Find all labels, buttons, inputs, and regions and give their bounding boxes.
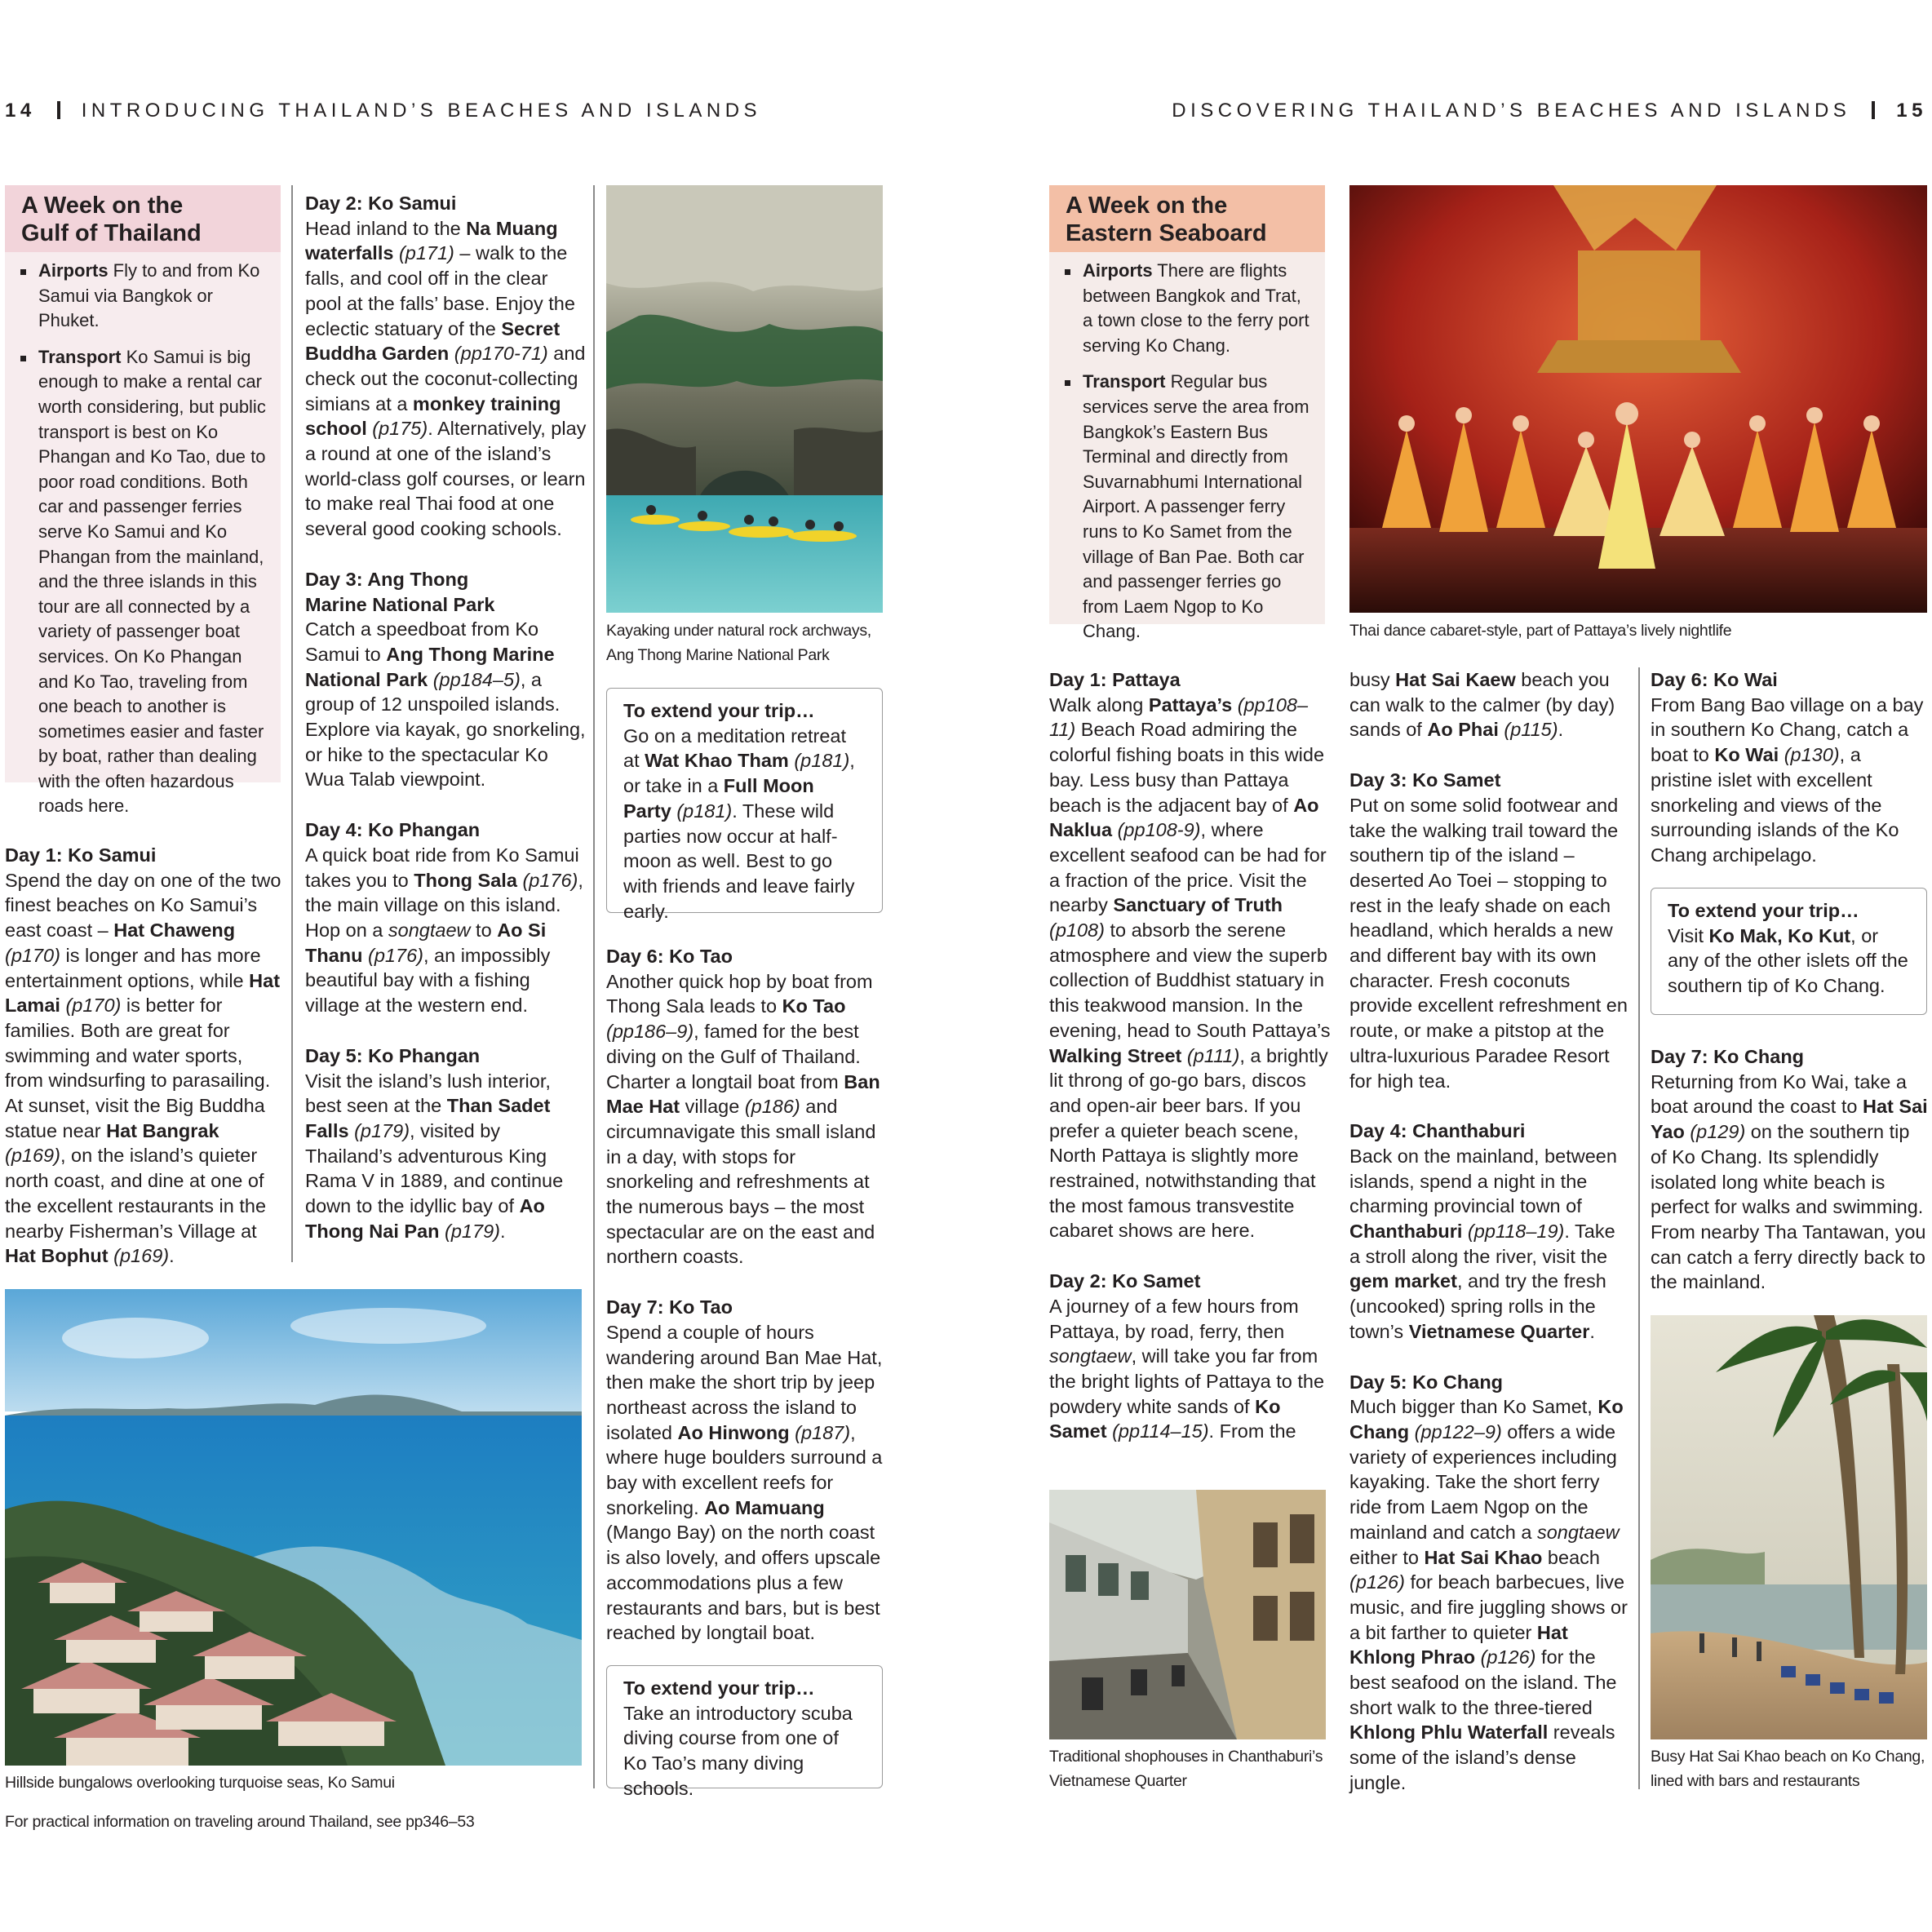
day-heading: Day 1: Ko Samui [5,844,157,866]
extend-heading: To extend your trip… [623,700,815,721]
gulf-extend-box-2: To extend your trip… Take an introductory scuba diving course from one of Ko Tao’s many diving schools. [606,1665,883,1788]
practical-info-footnote: For practical information on traveling around Thailand, see pp346–53 [5,1813,475,1831]
eastern-column-2 [1349,667,1631,1821]
day-heading: Day 4: Ko Phangan [305,819,481,841]
gulf-day7: Day 7: Ko Tao Spend a couple of hours wandering around Ban Mae Hat, then make the short trip by jeep northeast across the island to isolated Ao Hinwong (p187), where huge boulders surround a bay with excellent reefs for snorkeling. Ao Mamuang (Mango Bay) on the north coast is also lovely, and offers upscale accommodations plus a few restaurants and bars, but is best reached by longtail boat. [606,1295,885,1646]
gulf-day1: Day 1: Ko Samui Spend the day on one of the two finest beaches on Ko Samui’s east coast – Hat Chaweng (p170) is longer and has more entertainment options, while Hat Lamai (p170) is better for families. Both are great for swimming and water sports, from windsurfing to parasailing. At sunset, visit the Big Buddha statue near Hat Bangrak (p169), on the island’s quieter north coast, and dine at one of the excellent restaurants in the nearby Fisherman’s Village at Hat Bophut (p169). [5,843,284,1294]
gulf-day5: Day 5: Ko Phangan Visit the island’s lush interior, best seen at the Than Sadet Falls (p179), visited by Thailand’s adventurous King Rama V in 1889, and continue down to the idyllic bay of Ao Thong Nai Pan (p179). [305,1044,587,1244]
thai-dance-photo-caption: Thai dance cabaret-style, part of Pattaya’s lively nightlife [1349,622,1732,640]
day-heading: Day 3: Ko Samet [1349,769,1501,791]
eastern-day2-part2: busy Hat Sai Kaew beach you can walk to the calmer (by day) sands of Ao Phai (p115). [1349,669,1615,741]
gulf-airports-item: Airports Fly to and from Ko Samui via Bangkok or Phuket. [18,259,268,334]
day-heading: Day 1: Pattaya [1049,669,1181,690]
bullet-icon [20,269,26,275]
column-rule [593,185,595,1788]
day-heading: Day 6: Ko Tao [606,946,733,967]
eastern-day5: Day 5: Ko Chang Much bigger than Ko Samet, Ko Chang (pp122–9) offers a wide variety of experiences including kayaking. Take the short ferry ride from Laem Ngop on the mainland and catch a songtaew either to Hat Sai Khao beach (p126) for beach barbecues, live music, and fire juggling shows or a bit farther to quieter Hat Khlong Phrao (p126) for the best seafood on the island. The short walk to the three-tiered Khlong Phlu Waterfall reveals some of the island’s dense jungle. [1349,1370,1631,1796]
eastern-column-3 [1651,667,1928,893]
day-heading: Day 5: Ko Chang [1349,1371,1504,1393]
header-divider [57,101,60,119]
kayak-photo-caption: Kayaking under natural rock archways, Ang Thong Marine National Park [606,622,871,664]
left-running-head [5,100,761,122]
eastern-transport-item: Transport Regular bus services serve the area from Bangkok’s Eastern Bus Terminal and directly from Suvarnabhumi International Airport. A passenger ferry runs to Ko Samet from the village of Ban Pae. Both car and passenger ferries go from Laem Ngop to Ko Chang. [1062,370,1312,645]
bullet-icon [20,356,26,361]
eastern-sidebar-title: A Week on the Eastern Seaboard [1049,185,1325,252]
eastern-day2-part1: Day 2: Ko Samet A journey of a few hours from Pattaya, by road, ferry, then songtaew, will take you far from the bright lights of Pattaya to the powdery white sands of Ko Samet (pp114–15). From the [1049,1269,1331,1444]
bullet-icon [1065,269,1070,275]
day-heading: Day 7: Ko Chang [1651,1046,1805,1067]
eastern-day6: Day 6: Ko Wai From Bang Bao village on a bay in southern Ko Chang, catch a boat to Ko Wai (p130), a pristine islet with excellent snorkeling and views of the surrounding islands of the Ko Chang archipelago. [1651,667,1928,868]
eastern-column-3-lower [1651,1044,1928,1320]
eastern-sidebar-body [1049,252,1325,642]
gulf-transport-item: Transport Ko Samui is big enough to make a rental car worth considering, but public transport is best on Ko Phangan and Ko Tao, due to poor road conditions. Both car and passenger ferries serve Ko Samui and Ko Phangan from the mainland, and the three islands in this tour are all connected by a variety of passenger boat services. On Ko Phangan and Ko Tao, traveling from one beach to another is sometimes easier and faster by boat, rather than dealing with the often hazardous roads here. [18,345,268,819]
eastern-day3: Day 3: Ko Samet Put on some solid footwear and take the walking trail toward the southern tip of the island – deserted Ao Toei – stopping to rest in the leafy shade on each headland, which heralds a new and different bay with its own character. Fresh coconuts provide excellent refreshment en route, or make a pitstop at the ultra-luxurious Paradee Resort for high tea. [1349,768,1631,1093]
gulf-column-3 [606,944,885,1671]
eastern-day7: Day 7: Ko Chang Returning from Ko Wai, take a boat around the coast to Hat Sai Yao (p129) on the southern tip of Ko Chang. Its splendidly isolated long white beach is perfect for walks and swimming. From nearby Tha Tantawan, you can catch a ferry directly back to the mainland. [1651,1046,1928,1293]
gulf-day3: Day 3: Ang Thong Marine National Park Catch a speedboat from Ko Samui to Ang Thong Marine National Park (pp184–5), a group of 12 unspoiled islands. Explore via kayak, go snorkeling, or hike to the spectacular Ko Wua Talab viewpoint. [305,568,586,791]
day-heading: Day 5: Ko Phangan [305,1044,481,1066]
shophouses-photo-caption: Traditional shophouses in Chanthaburi’s Vietnamese Quarter [1049,1748,1323,1790]
day-heading: Day 3: Ang Thong [305,568,469,590]
left-running-title: INTRODUCING THAILAND’S BEACHES AND ISLANDS [81,100,762,122]
extend-heading: To extend your trip… [623,1677,815,1699]
gulf-sidebar-title: A Week on the Gulf of Thailand [5,185,281,252]
ko-samui-photo [5,1289,582,1766]
chanthaburi-shophouses-photo [1049,1490,1326,1739]
beach-photo-caption: Busy Hat Sai Khao beach on Ko Chang, lined with bars and restaurants [1651,1748,1925,1790]
gulf-info-sidebar [5,185,281,817]
day-heading: Day 6: Ko Wai [1651,669,1778,690]
ko-samui-photo-caption: Hillside bungalows overlooking turquoise seas, Ko Samui [5,1774,395,1792]
day-heading: Day 2: Ko Samet [1049,1270,1201,1292]
eastern-extend-box: To extend your trip… Visit Ko Mak, Ko Kut, or any of the other islets off the southern tip of Ko Chang. [1651,888,1927,1015]
gulf-day2: Day 2: Ko Samui Head inland to the Na Muang waterfalls (p171) – walk to the falls, and cool off in the clear pool at the falls’ base. Enjoy the eclectic statuary of the Secret Buddha Garden (pp170-71) and check out the coconut-collecting simians at a monkey training school (p175). Alternatively, play a round at one of the island’s world-class golf courses, or learn to make real Thai food at one several good cooking schools. [305,193,587,540]
right-running-title: DISCOVERING THAILAND’S BEACHES AND ISLANDS [1172,100,1851,122]
bullet-icon [1065,380,1070,386]
gulf-day4: Day 4: Ko Phangan A quick boat ride from Ko Samui takes you to Thong Sala (p176), the main village on this island. Hop on a songtaew to Ao Si Thanu (p176), an impossibly beautiful bay with a fishing village at the western end. [305,818,587,1018]
gulf-column-2 [305,191,587,1269]
eastern-column-1 [1049,667,1331,1469]
thai-dance-cabaret-photo [1349,185,1927,613]
day-heading: Day 7: Ko Tao [606,1296,733,1318]
gulf-day6: Day 6: Ko Tao Another quick hop by boat from Thong Sala leads to Ko Tao (pp186–9), famed for the best diving on the Gulf of Thailand. Charter a longtail boat from Ban Mae Hat village (p186) and circumnavigate this small island in a day, with stops for snorkeling and refreshments at the numerous bays – the most spectacular are on the east and northern coasts. [606,944,885,1270]
day-heading: Day 2: Ko Samui [305,193,457,214]
extend-heading: To extend your trip… [1668,900,1859,921]
eastern-airports-item: Airports There are flights between Bangkok and Trat, a town close to the ferry port serving Ko Chang. [1062,259,1312,358]
hat-sai-khao-beach-photo [1651,1315,1927,1739]
day-heading: Day 4: Chanthaburi [1349,1120,1526,1142]
right-page-number: 15 [1896,100,1927,122]
eastern-day1: Day 1: Pattaya Walk along Pattaya’s (pp108–11) Beach Road admiring the colorful fishing boats in this wide bay. Less busy than Pattaya beach is the adjacent bay of Ao Naklua (pp108-9), where excellent seafood can be had for a fraction of the price. Visit the nearby Sanctuary of Truth (p108) to absorb the serene atmosphere and view the superb collection of Buddhist statuary in this teakwood mansion. In the evening, head to South Pattaya’s Walking Street (p111), a brightly lit throng of go-go bars, discos and open-air beer bars. If you prefer a quieter beach scene, North Pattaya is slightly more restrained, notwithstanding that the most famous transvestite cabaret shows are here. [1049,669,1331,1242]
left-page-number: 14 [5,100,36,122]
gulf-extend-box-1: To extend your trip… Go on a meditation retreat at Wat Khao Tham (p181), or take in a Full Moon Party (p181). These wild parties now occur at half-moon as well. Best to go with friends and leave fairly early. [606,688,883,913]
column-rule [291,185,293,1262]
eastern-day4: Day 4: Chanthaburi Back on the mainland, between islands, spend a night in the charming provincial town of Chanthaburi (pp118–19). Take a stroll along the river, visit the gem market, and try the fresh (uncooked) spring rolls in the town’s Vietnamese Quarter. [1349,1119,1631,1344]
column-rule [1638,667,1640,1789]
header-divider [1872,101,1875,119]
eastern-info-sidebar [1049,185,1325,642]
gulf-sidebar-body [5,252,281,817]
kayak-photo [606,185,883,613]
right-running-head [1172,100,1927,122]
